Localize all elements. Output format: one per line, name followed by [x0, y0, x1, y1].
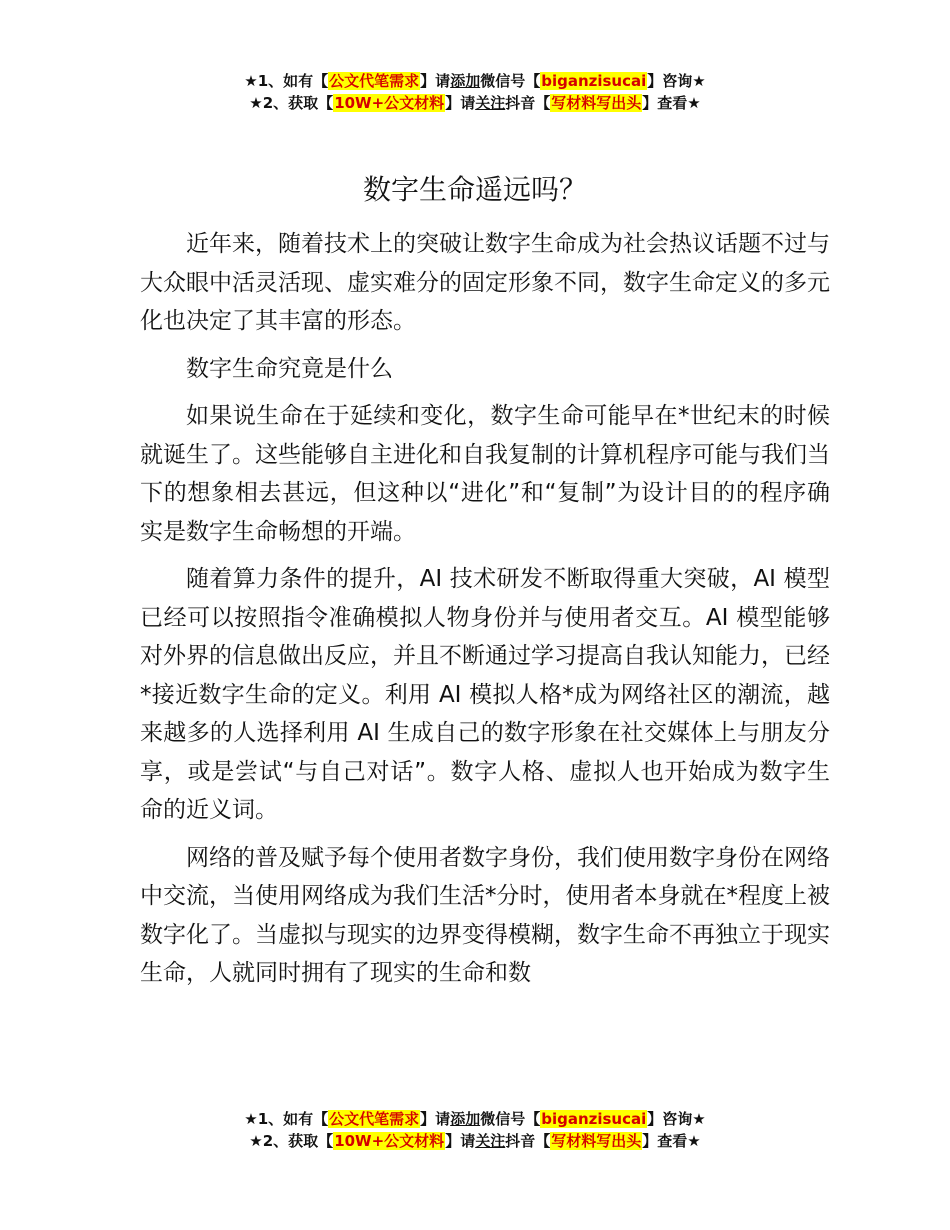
banner-line-1	[0, 1108, 950, 1130]
banner-line-1	[0, 70, 950, 92]
paragraph: 如果说生命在于延续和变化，数字生命可能早在*世纪末的时候就诞生了。这些能够自主进化和自我复制的计算机程序可能与我们当下的想象相去甚远，但这种以“进化”和“复制”为设计目的的程序确实是数字生命畅想的开端。	[140, 403, 830, 545]
banner-text: 】请	[420, 72, 451, 90]
banner-text: 】查看★	[642, 94, 701, 112]
document-body	[140, 225, 830, 1002]
banner-highlight: 写材料写出头	[551, 1132, 642, 1150]
banner-line-2	[0, 1130, 950, 1152]
banner-line-2	[0, 92, 950, 114]
banner-underlined-text: 关注	[475, 94, 506, 112]
banner-text: 】查看★	[642, 1132, 701, 1150]
banner-text: 抖音【	[505, 1132, 551, 1150]
banner-text: ★2、获取【	[249, 1132, 334, 1150]
banner-text: 抖音【	[505, 94, 551, 112]
banner-highlight: 公文代笔需求	[329, 1110, 420, 1128]
banner-highlight: 10W+公文材料	[334, 1132, 445, 1150]
paragraph: 网络的普及赋予每个使用者数字身份，我们使用数字身份在网络中交流，当使用网络成为我们生活*分时，使用者本身就在*程度上被数字化了。当虚拟与现实的边界变得模糊，数字生命不再独立于现实生命，人就同时拥有了现实的生命和数	[140, 844, 830, 986]
paragraph: 近年来，随着技术上的突破让数字生命成为社会热议话题不过与大众眼中活灵活现、虚实难分的固定形象不同，数字生命定义的多元化也决定了其丰富的形态。	[140, 231, 830, 334]
banner-underlined-text: 关注	[475, 1132, 506, 1150]
banner-highlight: biganzisucai	[541, 1110, 647, 1128]
banner-highlight: 10W+公文材料	[334, 94, 445, 112]
banner-text: 微信号【	[480, 72, 541, 90]
banner-highlight: biganzisucai	[541, 72, 647, 90]
banner-underlined-text: 添加	[450, 1110, 481, 1128]
header-banner	[0, 70, 950, 114]
banner-highlight: 公文代笔需求	[329, 72, 420, 90]
paragraph: 随着算力条件的提升，AI 技术研发不断取得重大突破，AI 模型已经可以按照指令准确模拟人物身份并与使用者交互。AI 模型能够对外界的信息做出反应，并且不断通过学习提高自我认知能力，已经*接近数字生命的定义。利用 AI 模拟人格*成为网络社区的潮流，越来越多的人选择利用 AI 生成自己的数字形象在社交媒体上与朋友分享，或是尝试“与自己对话”。数字人格、虚拟人也开始成为数字生命的近义词。	[140, 566, 830, 823]
footer-banner	[0, 1108, 950, 1152]
banner-text: 微信号【	[480, 1110, 541, 1128]
banner-text: ★2、获取【	[249, 94, 334, 112]
document-title: 数字生命遥远吗？	[362, 173, 587, 206]
banner-text: 】请	[445, 94, 476, 112]
banner-underlined-text: 添加	[450, 72, 481, 90]
banner-text: 】请	[445, 1132, 476, 1150]
banner-text: 】请	[420, 1110, 451, 1128]
banner-text: ★1、如有【	[244, 72, 329, 90]
banner-text: 】咨询★	[647, 1110, 706, 1128]
banner-highlight: 写材料写出头	[551, 94, 642, 112]
section-heading: 数字生命究竟是什么	[186, 355, 393, 382]
banner-text: 】咨询★	[647, 72, 706, 90]
banner-text: ★1、如有【	[244, 1110, 329, 1128]
